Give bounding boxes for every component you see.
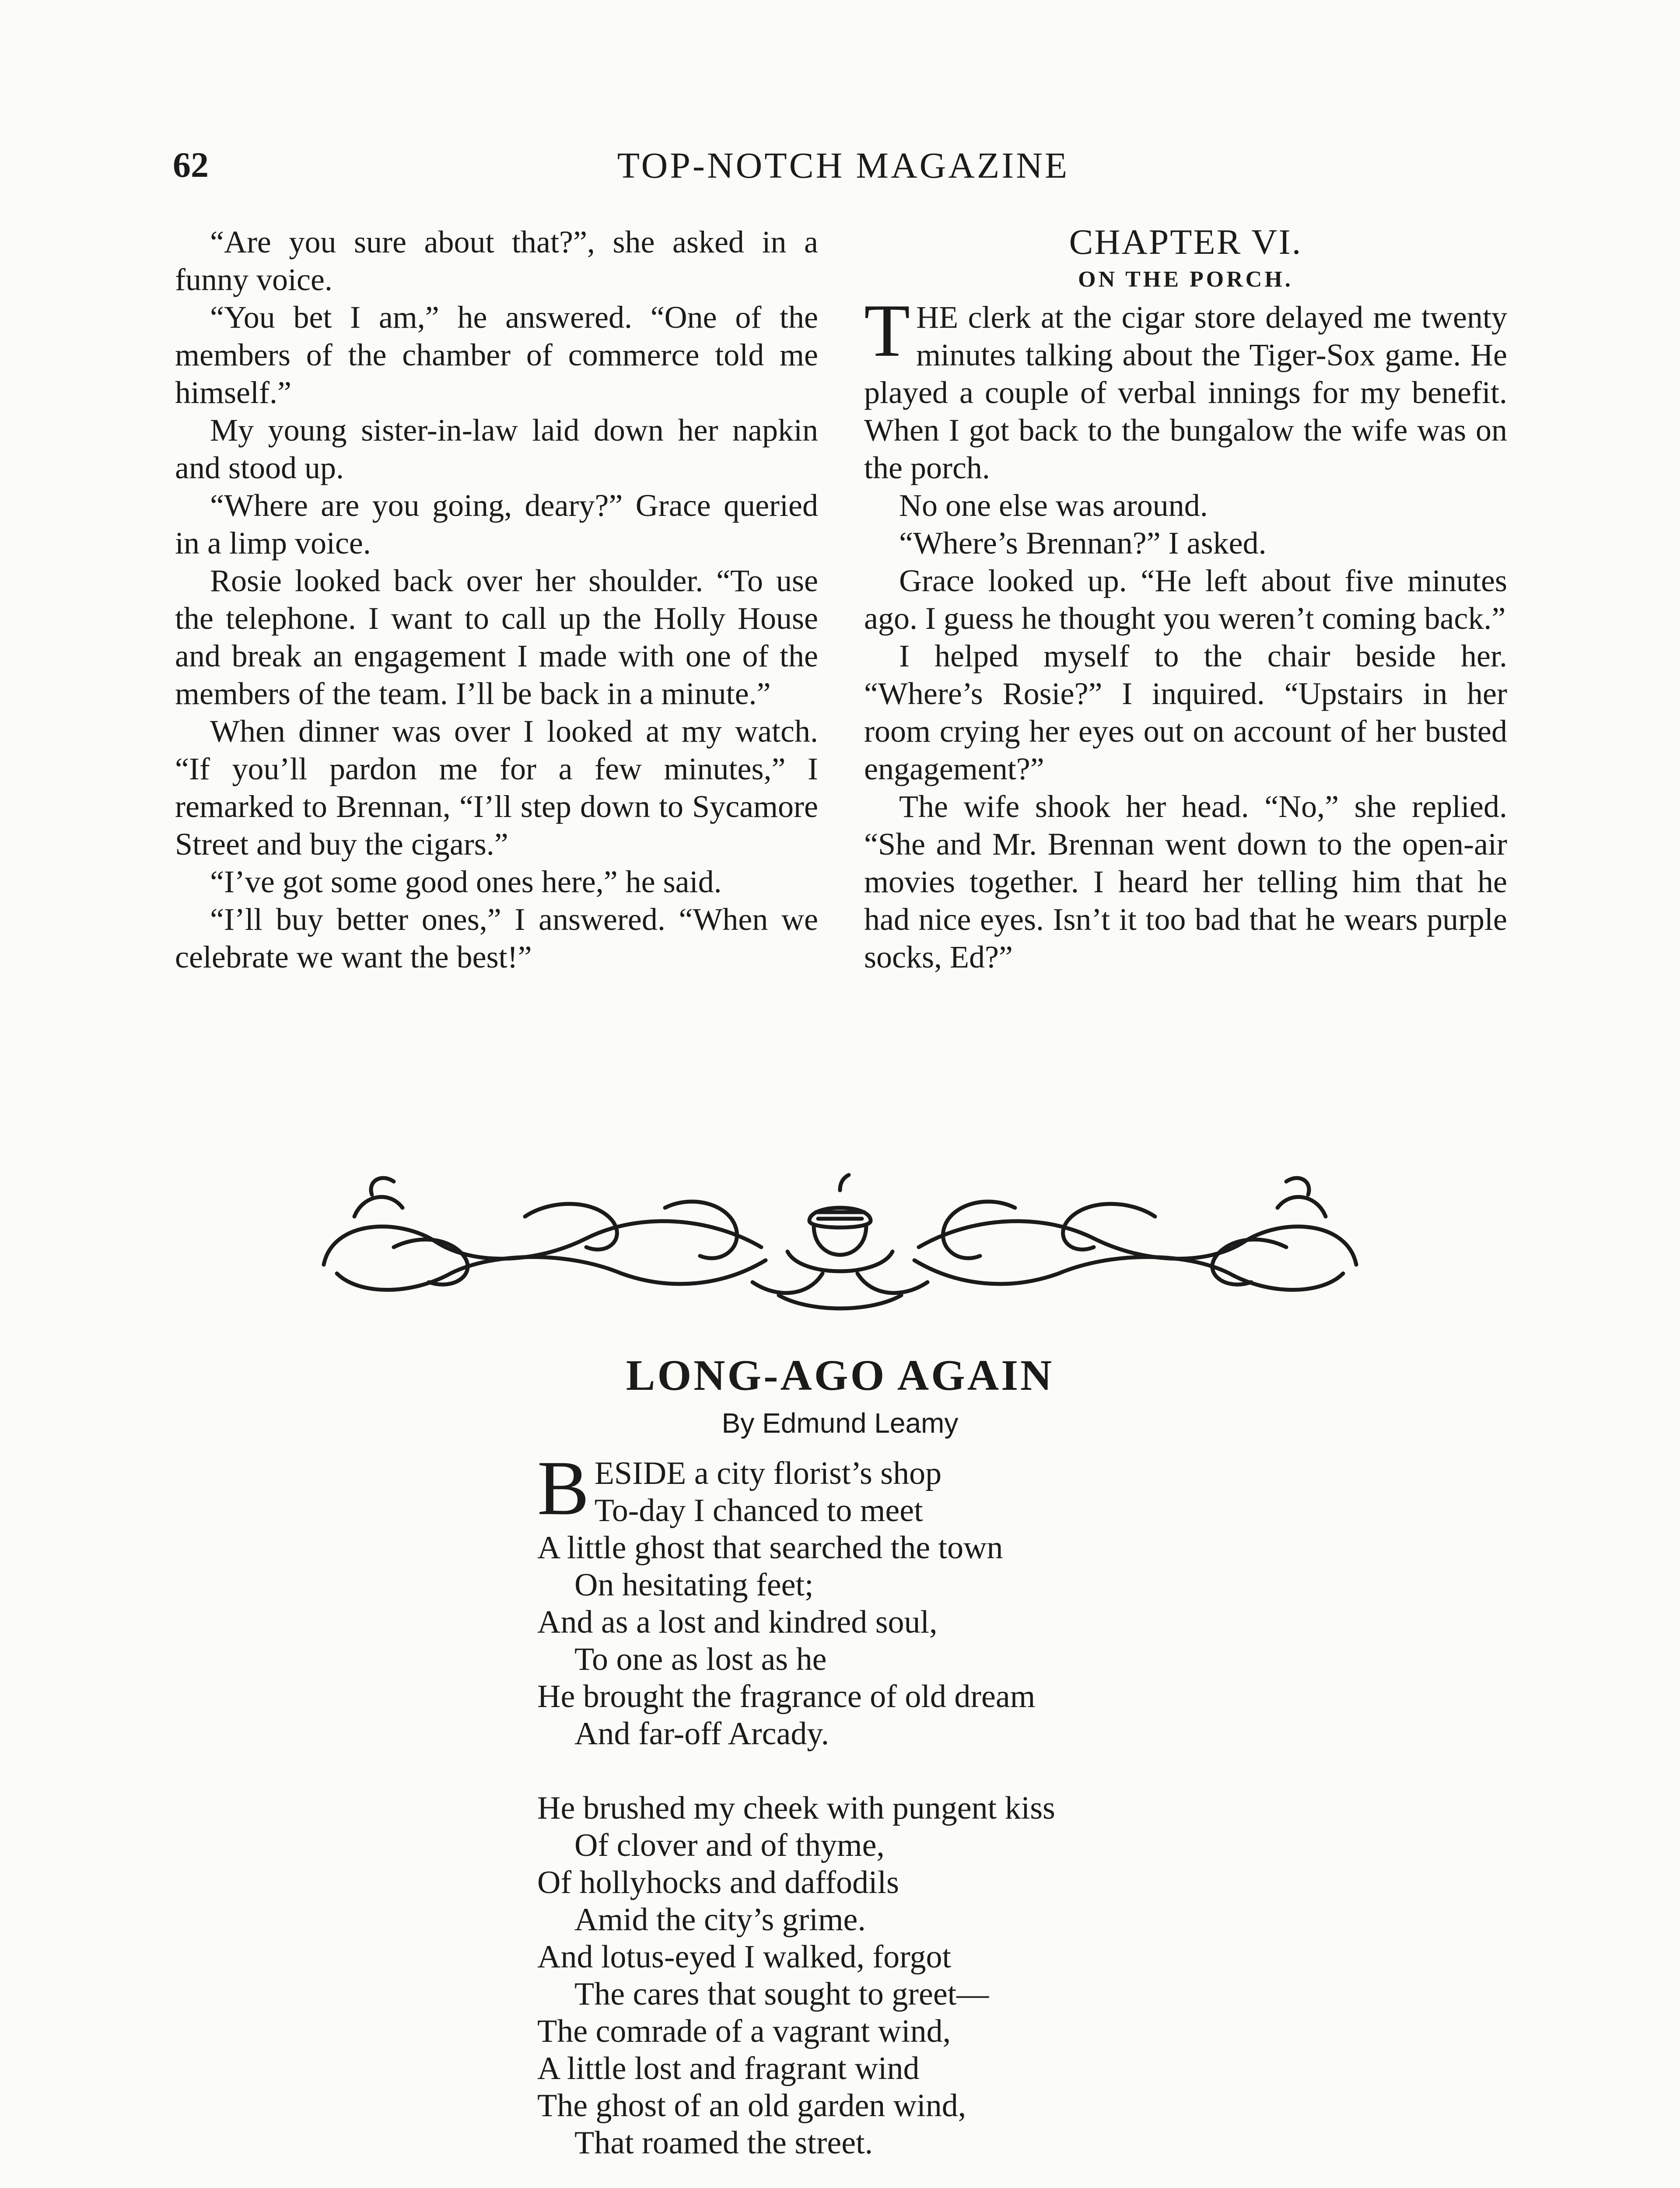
paragraph: I helped myself to the chair beside her. “Where’s Rosie?” I inquired. “Upstairs in her room crying her eyes out on account of her busted engagement?” xyxy=(864,638,1507,786)
poem-line: He brought the fragrance of old dream xyxy=(537,1679,1036,1715)
poem-line: The ghost of an old garden wind, xyxy=(537,2088,966,2124)
page-header xyxy=(173,144,1514,193)
poem-line: The cares that sought to greet— xyxy=(574,1976,989,2012)
poem-line-text: ESIDE a city florist’s shop xyxy=(594,1455,942,1491)
chapter-subtitle: ON THE PORCH. xyxy=(1078,267,1293,292)
paragraph: Rosie looked back over her shoulder. “To use the telephone. I want to call up the Holly House and break an engagement I made with one of the members of the team. I’ll be back in a minute.” xyxy=(175,563,818,711)
paragraph: “I’ve got some good ones here,” he said. xyxy=(210,864,722,899)
paragraph: The wife shook her head. “No,” she replied. “She and Mr. Brennan went down to the open-air movies together. I heard her telling him that he had nice eyes. Isn’t it too bad that he wears purple socks, Ed?” xyxy=(864,789,1507,975)
poem-line: And as a lost and kindred soul, xyxy=(537,1604,938,1640)
poem-line: A little ghost that searched the town xyxy=(537,1530,1003,1566)
poem-line: That roamed the street. xyxy=(574,2125,873,2161)
paragraph: No one else was around. xyxy=(899,488,1208,523)
poem-title: LONG-AGO AGAIN xyxy=(626,1351,1054,1399)
poem-line: To-day I chanced to meet xyxy=(594,1493,923,1529)
paragraph: My young sister-in-law laid down her napkin and stood up. xyxy=(175,413,818,485)
paragraph-text: HE clerk at the cigar store delayed me twenty minutes talking about the Tiger-Sox game. He played a couple of verbal innings for my benefit. When I got back to the bungalow the wife was on the porch. xyxy=(864,300,1507,485)
stanza-break xyxy=(537,1753,1055,1790)
paragraph: Grace looked up. “He left about five minutes ago. I guess he thought you weren’t coming back.” xyxy=(864,563,1507,636)
poem-line: A little lost and fragrant wind xyxy=(537,2051,920,2086)
poem-line: He brushed my cheek with pungent kiss xyxy=(537,1790,1055,1826)
paragraph: When dinner was over I looked at my watch. “If you’ll pardon me for a few minutes,” I remarked to Brennan, “I’ll step down to Sycamore Street and buy the cigars.” xyxy=(175,714,818,862)
acorn-scroll-ornament-icon xyxy=(306,1164,1374,1322)
poem-line: To one as lost as he xyxy=(574,1641,827,1677)
poem-line: On hesitating feet; xyxy=(574,1567,814,1603)
poem-line: And far-off Arcady. xyxy=(574,1716,830,1752)
page-number: 62 xyxy=(173,145,209,185)
poem-author: By Edmund Leamy xyxy=(721,1407,959,1439)
paragraph: “Are you sure about that?”, she asked in a funny voice. xyxy=(175,224,818,297)
stanza-break xyxy=(537,2162,1055,2188)
poem-line: Of hollyhocks and daffodils xyxy=(537,1865,899,1900)
paragraph-with-dropcap xyxy=(864,289,1507,487)
poem-line: Of clover and of thyme, xyxy=(574,1827,885,1863)
dropcap-letter: T xyxy=(864,289,910,372)
paragraph: “You bet I am,” he answered. “One of the members of the chamber of commerce told me himself.” xyxy=(175,300,818,410)
paragraph: “Where’s Brennan?” I asked. xyxy=(899,526,1267,561)
right-column xyxy=(864,223,1507,976)
poem-line: The comrade of a vagrant wind, xyxy=(537,2013,951,2049)
running-head: TOP-NOTCH MAGAZINE xyxy=(617,145,1070,186)
poem-line: And lotus-eyed I walked, forgot xyxy=(537,1939,952,1975)
poem-line: Amid the city’s grime. xyxy=(574,1902,866,1938)
paragraph: “I’ll buy better ones,” I answered. “When we celebrate we want the best!” xyxy=(175,902,818,975)
poem-body xyxy=(537,1445,1055,2188)
left-column xyxy=(175,223,818,976)
dropcap-letter: B xyxy=(537,1445,589,1531)
chapter-title: CHAPTER VI. xyxy=(1069,222,1302,262)
paragraph: “Where are you going, deary?” Grace queried in a limp voice. xyxy=(175,488,818,561)
